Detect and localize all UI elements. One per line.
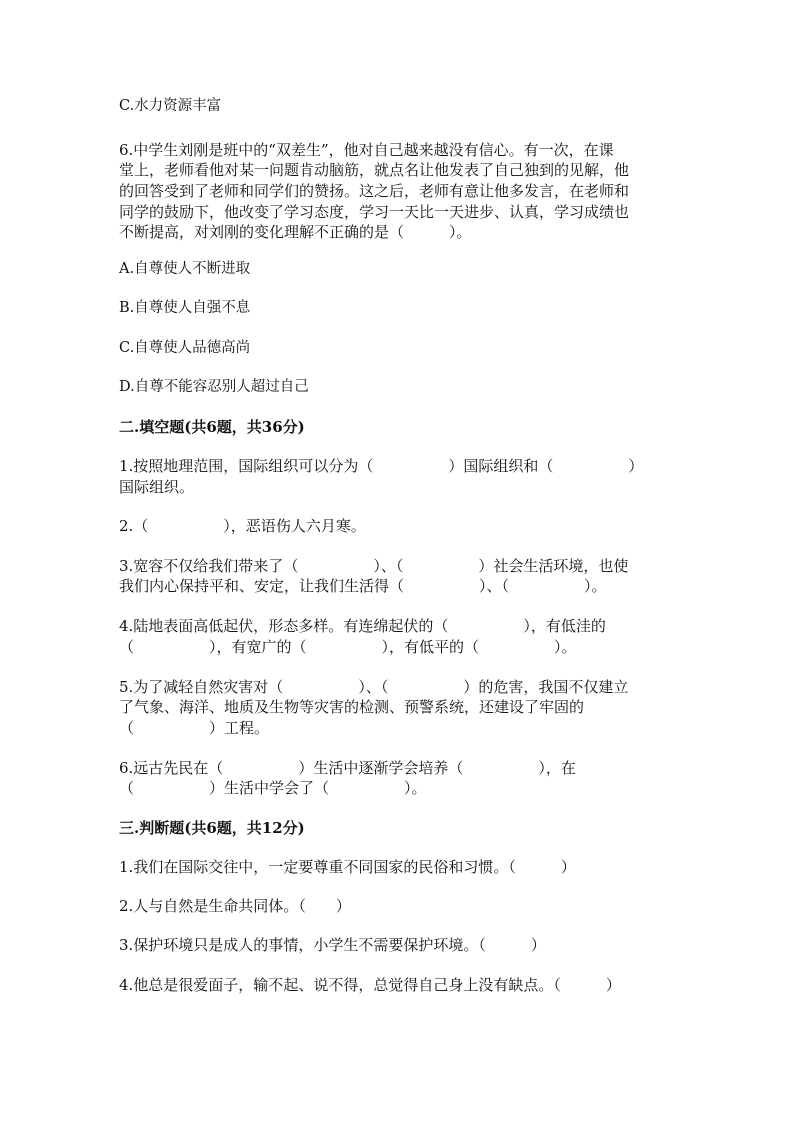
option-d: D.自尊不能容忍别人超过自己 xyxy=(119,379,309,395)
true-false-3: 3.保护环境只是成人的事情，小学生不需要保护环境。（ ） xyxy=(119,936,546,954)
fill-blank-1-line: 国际组织。 xyxy=(119,478,195,496)
fill-blank-4-line: 4.陆地表面高低起伏，形态多样。有连绵起伏的（ ），有低洼的 xyxy=(119,617,606,635)
fill-blank-5-line: 5.为了减轻自然灾害对（ ）、（ ）的危害，我国不仅建立 xyxy=(119,678,629,696)
question-text-line: 的回答受到了老师和同学们的赞扬。这之后，老师有意让他多发言，在老师和 xyxy=(119,182,630,200)
true-false-1: 1.我们在国际交往中，一定要尊重不同国家的民俗和习惯。（ ） xyxy=(119,858,576,876)
q5-option-c: C.水力资源丰富 xyxy=(119,98,222,114)
fill-blank-5-line: 了气象、海洋、地质及生物等灾害的检测、预警系统，还建设了牢固的 xyxy=(119,698,585,716)
fill-blank-4-line: （ ），有宽广的（ ），有低平的（ ）。 xyxy=(119,638,577,656)
question-text-line: 6.中学生刘刚是班中的“双差生”，他对自己越来越没有信心。有一次，在课 xyxy=(119,141,614,159)
question-text-line: 同学的鼓励下，他改变了学习态度，学习一天比一天进步、认真，学习成绩也 xyxy=(119,203,630,221)
option-a: A.自尊使人不断进取 xyxy=(119,261,251,277)
section-title-true-false: 三.判断题(共6题，共12分) xyxy=(119,819,305,837)
fill-blank-3-line: 我们内心保持平和、安定，让我们生活得（ ）、（ ）。 xyxy=(119,577,607,595)
fill-blank-2-line: 2.（ ），恶语伤人六月寒。 xyxy=(119,517,366,535)
section-title-fill-blank: 二.填空题(共6题，共36分) xyxy=(119,418,305,436)
fill-blank-6-line: 6.远古先民在（ ）生活中逐渐学会培养（ ），在 xyxy=(119,759,576,777)
question-text-line: 堂上，老师看他对某一问题肯动脑筋，就点名让他发表了自己独到的见解，他 xyxy=(119,161,630,179)
fill-blank-5-line: （ ）工程。 xyxy=(119,719,270,737)
option-b: B.自尊使人自强不息 xyxy=(119,300,251,316)
true-false-2: 2.人与自然是生命共同体。（ ） xyxy=(119,897,351,915)
question-text-line: 不断提高，对刘刚的变化理解不正确的是（ ）。 xyxy=(119,223,472,241)
fill-blank-6-line: （ ）生活中学会了（ ）。 xyxy=(119,779,427,797)
option-c: C.自尊使人品德高尚 xyxy=(119,340,251,356)
fill-blank-3-line: 3.宽容不仅给我们带来了（ ）、（ ）社会生活环境，也使 xyxy=(119,557,629,575)
true-false-4: 4.他总是很爱面子，输不起、说不得，总觉得自己身上没有缺点。（ ） xyxy=(119,976,621,994)
fill-blank-1-line: 1.按照地理范围，国际组织可以分为（ ）国际组织和（ ） xyxy=(119,457,644,475)
